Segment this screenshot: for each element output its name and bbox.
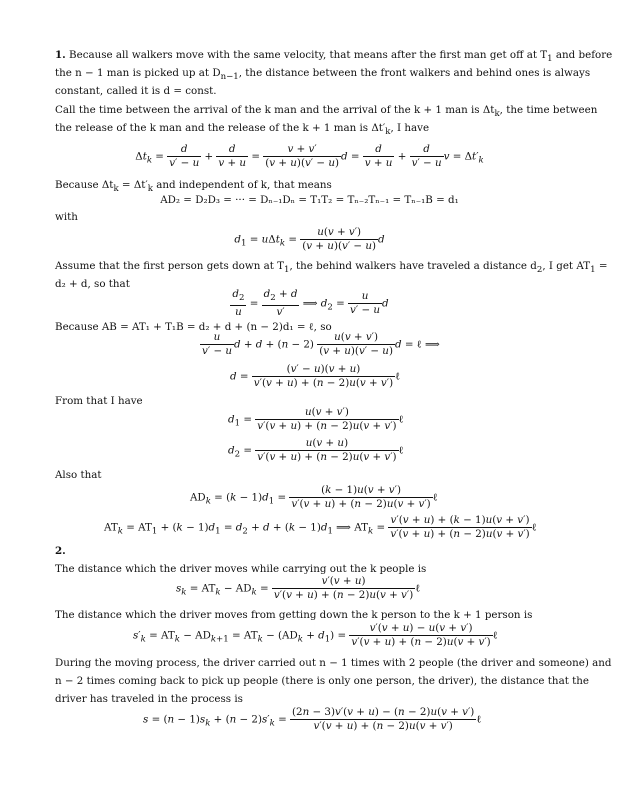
paragraph-line: Because AB = AT₁ + T₁B = d₂ + d + (n − 2)d₁ = ℓ, so xyxy=(55,321,332,333)
equation-segments: AD₂ = D₂D₃ = ··· = Dₙ₋₁Dₙ = T₁T₂ = Tₙ₋₂Tₙ₋₁ = Tₙ₋₁B = d₁ xyxy=(160,194,459,206)
equation-d: d = $\frac{(v' - u)(v + u)}{v'(v + u) + (n - 2)u(v + v')}$ ℓ xyxy=(230,363,401,389)
paragraph-line: the n − 1 man is picked up at $D_{n-1}$, the distance between the front walkers and behind ones is always xyxy=(55,67,591,83)
paragraph-line: The distance which the driver moves while carrying out the k people is xyxy=(55,563,427,575)
equation-d2-result: $d_2$ = $\frac{u(v + u)}{v'(v + u) + (n - 2)u(v + v')}$ ℓ xyxy=(228,437,404,463)
section-number: 2. xyxy=(55,545,66,557)
equation-d2: $\frac{d_2}{u}$ = $\frac{d_2 + d}{v'}$ ⟹ $d_2$ = $\frac{u}{v' - u}$ d xyxy=(232,288,389,319)
paragraph-line: During the moving process, the driver carried out n − 1 times with 2 people (the driver and someone) and xyxy=(55,657,612,669)
paragraph-line: Because $\Delta t_k = \Delta t'_k$ and independent of k, that means xyxy=(55,179,332,195)
section-number: 1. xyxy=(55,49,66,61)
paragraph-line: Also that xyxy=(55,469,102,481)
paragraph-line: the release of the k man and the release of the k + 1 man is $\Delta t'_k$, I have xyxy=(55,122,430,138)
paragraph-line: 1. Because all walkers move with the same velocity, that means after the first man get off at $T_1$ and before xyxy=(55,49,613,65)
paragraph-line: n − 2 times coming back to pick up people (there is only one person, the driver), the distance that the xyxy=(55,675,589,687)
paragraph-line: d₂ + d, so that xyxy=(55,278,130,290)
equation-d1-result: $d_1$ = $\frac{u(v + v')}{v'(v + u) + (n - 2)u(v + v')}$ ℓ xyxy=(228,406,404,432)
equation-sk: $s_k = AT_k - AD_k$ = $\frac{v'(v + u)}{v'(v + u) + (n - 2)u(v + v')}$ ℓ xyxy=(176,575,421,601)
paragraph-line: driver has traveled in the process is xyxy=(55,693,243,705)
equation-ell: $\frac{u}{v' - u}$ d + d + (n − 2) $\frac{u(v + v')}{(v + u)(v' - u)}$ d = ℓ ⟹ xyxy=(202,331,440,357)
equation-sk-prime: $s'_k = AT_k - AD_{k+1} = AT_k - (AD_k + d_1)$ = $\frac{v'(v + u) - u(v + v')}{v'(v + u) + (n - 2)u(v + v')}$ ℓ xyxy=(133,622,498,648)
paragraph-line: The distance which the driver moves from getting down the k person to the k + 1 person is xyxy=(55,609,533,621)
paragraph-line: From that I have xyxy=(55,395,143,407)
paragraph-line: with xyxy=(55,211,78,223)
equation-ADk: $AD_k = (k - 1)d_1$ = $\frac{(k - 1)u(v + v')}{v'(v + u) + (n - 2)u(v + v')}$ ℓ xyxy=(190,484,438,510)
equation-ATk: $AT_k = AT_1 + (k - 1)d_1 = d_2 + d + (k - 1)d_1$ ⟹ $AT_k$ = $\frac{v'(v + u) + (k - 1)u(v + v')}{v'(v + u) + (n - 2)u(v + v')}$ ℓ xyxy=(104,514,537,540)
paragraph-line: constant, called it is d = const. xyxy=(55,85,217,97)
paragraph-line: Assume that the first person gets down at $T_1$, the behind walkers have traveled a distance $d_2$, I get $AT_1$ = xyxy=(55,260,608,276)
equation-delta-t: $\Delta t_k$ = $\frac{d}{v' - u}$ + $\frac{d}{v + u}$ = $\frac{v + v'}{(v + u)(v' - u)}$ d = $\frac{d}{v + u}$ + $\frac{d}{v' - u}$ $v = \Delta t'_k$ xyxy=(135,143,484,169)
equation-s-total: $s = (n - 1)s_k + (n - 2)s'_k$ = $\frac{(2n - 3)v'(v + u) - (n - 2)u(v + v')}{v'(v + u) + (n - 2)u(v + v')}$ ℓ xyxy=(143,706,482,732)
paragraph-line: Call the time between the arrival of the k man and the arrival of the k + 1 man is $\Delta t_k$, the time between xyxy=(55,104,598,120)
equation-d1: $d_1 = u\Delta t_k$ = $\frac{u(v + v')}{(v + u)(v' - u)}$ d xyxy=(234,226,385,252)
